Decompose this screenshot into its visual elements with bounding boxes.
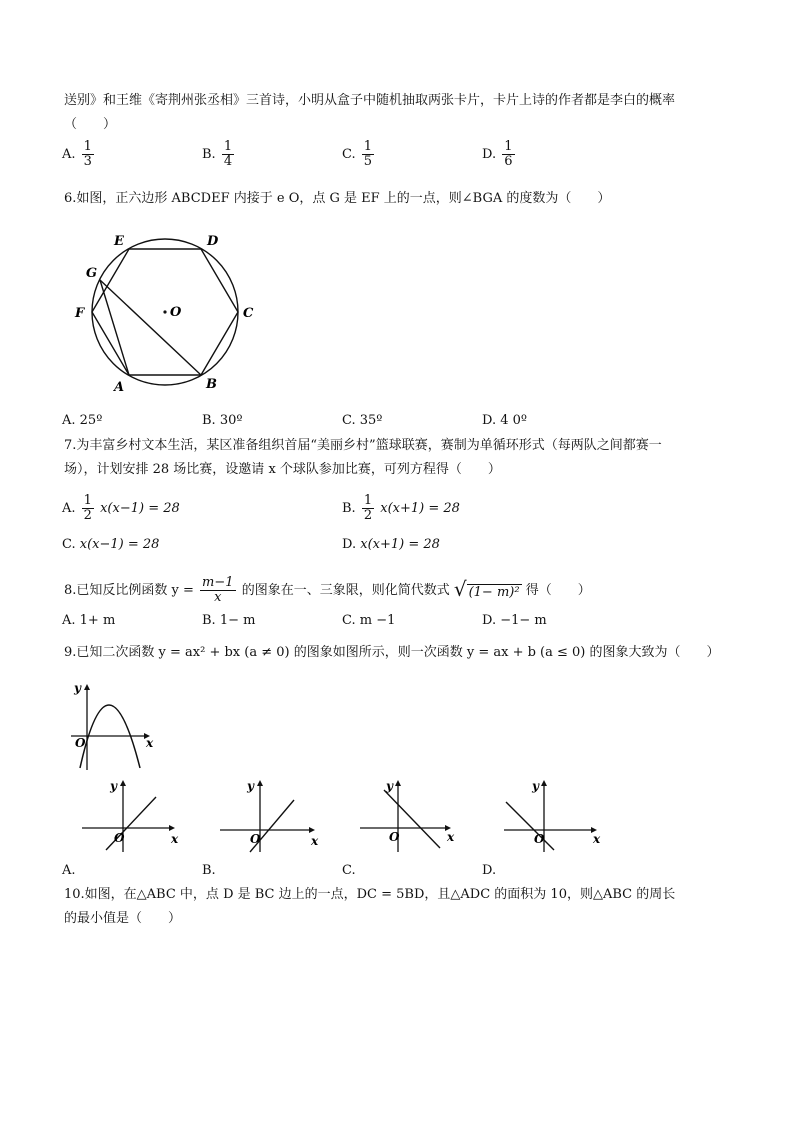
q9-option-a-label[interactable]: A.: [62, 863, 76, 878]
q9-option-d-graph[interactable]: [500, 778, 605, 853]
line-graph: [506, 802, 554, 850]
option-expression: x(x−1) = 28: [79, 537, 160, 552]
q7-option-b[interactable]: [342, 494, 460, 523]
q6-option-a[interactable]: A. 25º: [62, 413, 103, 428]
q6-stem: 6.如图，正六边形 ABCDEF 内接于 e O，点 G 是 EF 上的一点，则∠BGA 的度数为（ ）: [64, 191, 611, 206]
q8-function-fraction: $\frac{m-1}{x}$: [202, 575, 234, 605]
label-b: B: [206, 377, 217, 392]
origin-label: O: [389, 830, 400, 844]
option-fraction: $\frac{1}{2}$: [363, 493, 373, 523]
q6-hexagon-figure: [70, 228, 270, 398]
q9-option-c-label[interactable]: C.: [342, 863, 356, 878]
label-f: F: [75, 306, 85, 321]
q6-option-d[interactable]: D. 4 0º: [482, 413, 528, 428]
q8-option-c[interactable]: C. m −1: [342, 613, 396, 628]
axis-label-x: x: [311, 834, 319, 848]
q5-option-b[interactable]: [202, 140, 236, 169]
q7-stem-line1: 7.为丰富乡村文本生活，某区准备组织首届“美丽乡村”篮球联赛，赛制为单循环形式（每两队之间都赛一: [64, 438, 662, 453]
option-letter: A.: [62, 501, 76, 516]
q6-option-b[interactable]: B. 30º: [202, 413, 243, 428]
label-a: A: [114, 380, 125, 395]
option-letter: D.: [342, 537, 357, 552]
q6-option-c[interactable]: C. 35º: [342, 413, 383, 428]
origin-label: O: [114, 831, 125, 845]
option-expression: x(x−1) = 28: [100, 501, 180, 516]
axis-label-y: y: [110, 779, 117, 793]
option-fraction: $\frac{1}{6}$: [504, 139, 513, 169]
q10-stem-line2: 的最小值是（ ）: [64, 911, 182, 926]
option-expression: x(x+1) = 28: [380, 501, 460, 516]
axis-label-y: y: [386, 779, 393, 793]
q5-option-a[interactable]: [62, 140, 96, 169]
option-letter: A.: [62, 147, 76, 162]
option-letter: D.: [482, 147, 497, 162]
q9-option-c-graph[interactable]: [356, 778, 461, 853]
option-expression: x(x+1) = 28: [360, 537, 440, 552]
q8-stem-mid: 的图象在一、三象限，则化简代数式: [241, 583, 450, 598]
axis-label-x: x: [146, 736, 154, 750]
axis-label-x: x: [593, 832, 601, 846]
label-o: O: [170, 305, 182, 320]
q8-option-a[interactable]: A. 1+ m: [62, 613, 116, 628]
option-letter: C.: [62, 537, 76, 552]
q8-stem: [64, 576, 591, 605]
q7-option-d[interactable]: [342, 536, 440, 554]
radicand: (1− m)²: [468, 584, 520, 600]
q8-stem-post: 得（ ）: [525, 583, 591, 598]
q5-option-d[interactable]: [482, 140, 517, 169]
option-fraction: $\frac{1}{5}$: [363, 139, 373, 169]
option-fraction: $\frac{1}{4}$: [223, 139, 233, 169]
q9-stem: 9.已知二次函数 y = ax² + bx (a ≠ 0) 的图象如图所示，则一次函数 y = ax + b (a ≤ 0) 的图象大致为（ ）: [64, 645, 720, 660]
q5-stem-line1: 送别》和王维《寄荆州张丞相》三首诗，小明从盒子中随机抽取两张卡片，卡片上诗的作者都是李白的概率: [64, 93, 676, 108]
center-point: [163, 310, 166, 313]
option-letter: C.: [342, 147, 356, 162]
q8-radical: [453, 576, 522, 602]
q10-stem-line1: 10.如图，在△ABC 中，点 D 是 BC 边上的一点，DC = 5BD，且△ADC 的面积为 10，则△ABC 的周长: [64, 887, 676, 902]
q8-option-d[interactable]: D. −1− m: [482, 613, 547, 628]
origin-label: O: [75, 736, 86, 750]
q7-stem-line2: 场），计划安排 28 场比赛，设邀请 x 个球队参加比赛，可列方程得（ ）: [64, 462, 501, 477]
q9-parabola-figure: [66, 680, 161, 772]
axis-label-x: x: [447, 830, 455, 844]
q9-option-b-label[interactable]: B.: [202, 863, 216, 878]
q9-option-a-graph[interactable]: [78, 778, 183, 853]
radical-sign: √: [453, 576, 467, 601]
axis-label-y: y: [74, 681, 81, 695]
origin-label: O: [534, 832, 545, 846]
label-c: C: [243, 306, 254, 321]
option-letter: B.: [342, 501, 356, 516]
q7-option-c[interactable]: [62, 536, 159, 554]
q5-stem-line2: （ ）: [64, 117, 117, 132]
axis-label-x: x: [171, 832, 179, 846]
q9-option-d-label[interactable]: D.: [482, 863, 497, 878]
q7-option-a[interactable]: [62, 494, 180, 523]
q8-option-b[interactable]: B. 1− m: [202, 613, 256, 628]
option-letter: B.: [202, 147, 216, 162]
label-g: G: [86, 266, 98, 281]
label-e: E: [114, 234, 124, 249]
origin-label: O: [250, 832, 261, 846]
axis-label-y: y: [247, 779, 254, 793]
q9-option-b-graph[interactable]: [216, 778, 321, 853]
option-fraction: $\frac{1}{3}$: [83, 139, 92, 169]
label-d: D: [207, 234, 219, 249]
q5-option-c[interactable]: [342, 140, 376, 169]
axis-label-y: y: [532, 779, 539, 793]
q8-stem-pre: 8.已知反比例函数 y =: [64, 583, 194, 598]
option-fraction: $\frac{1}{2}$: [83, 493, 92, 523]
